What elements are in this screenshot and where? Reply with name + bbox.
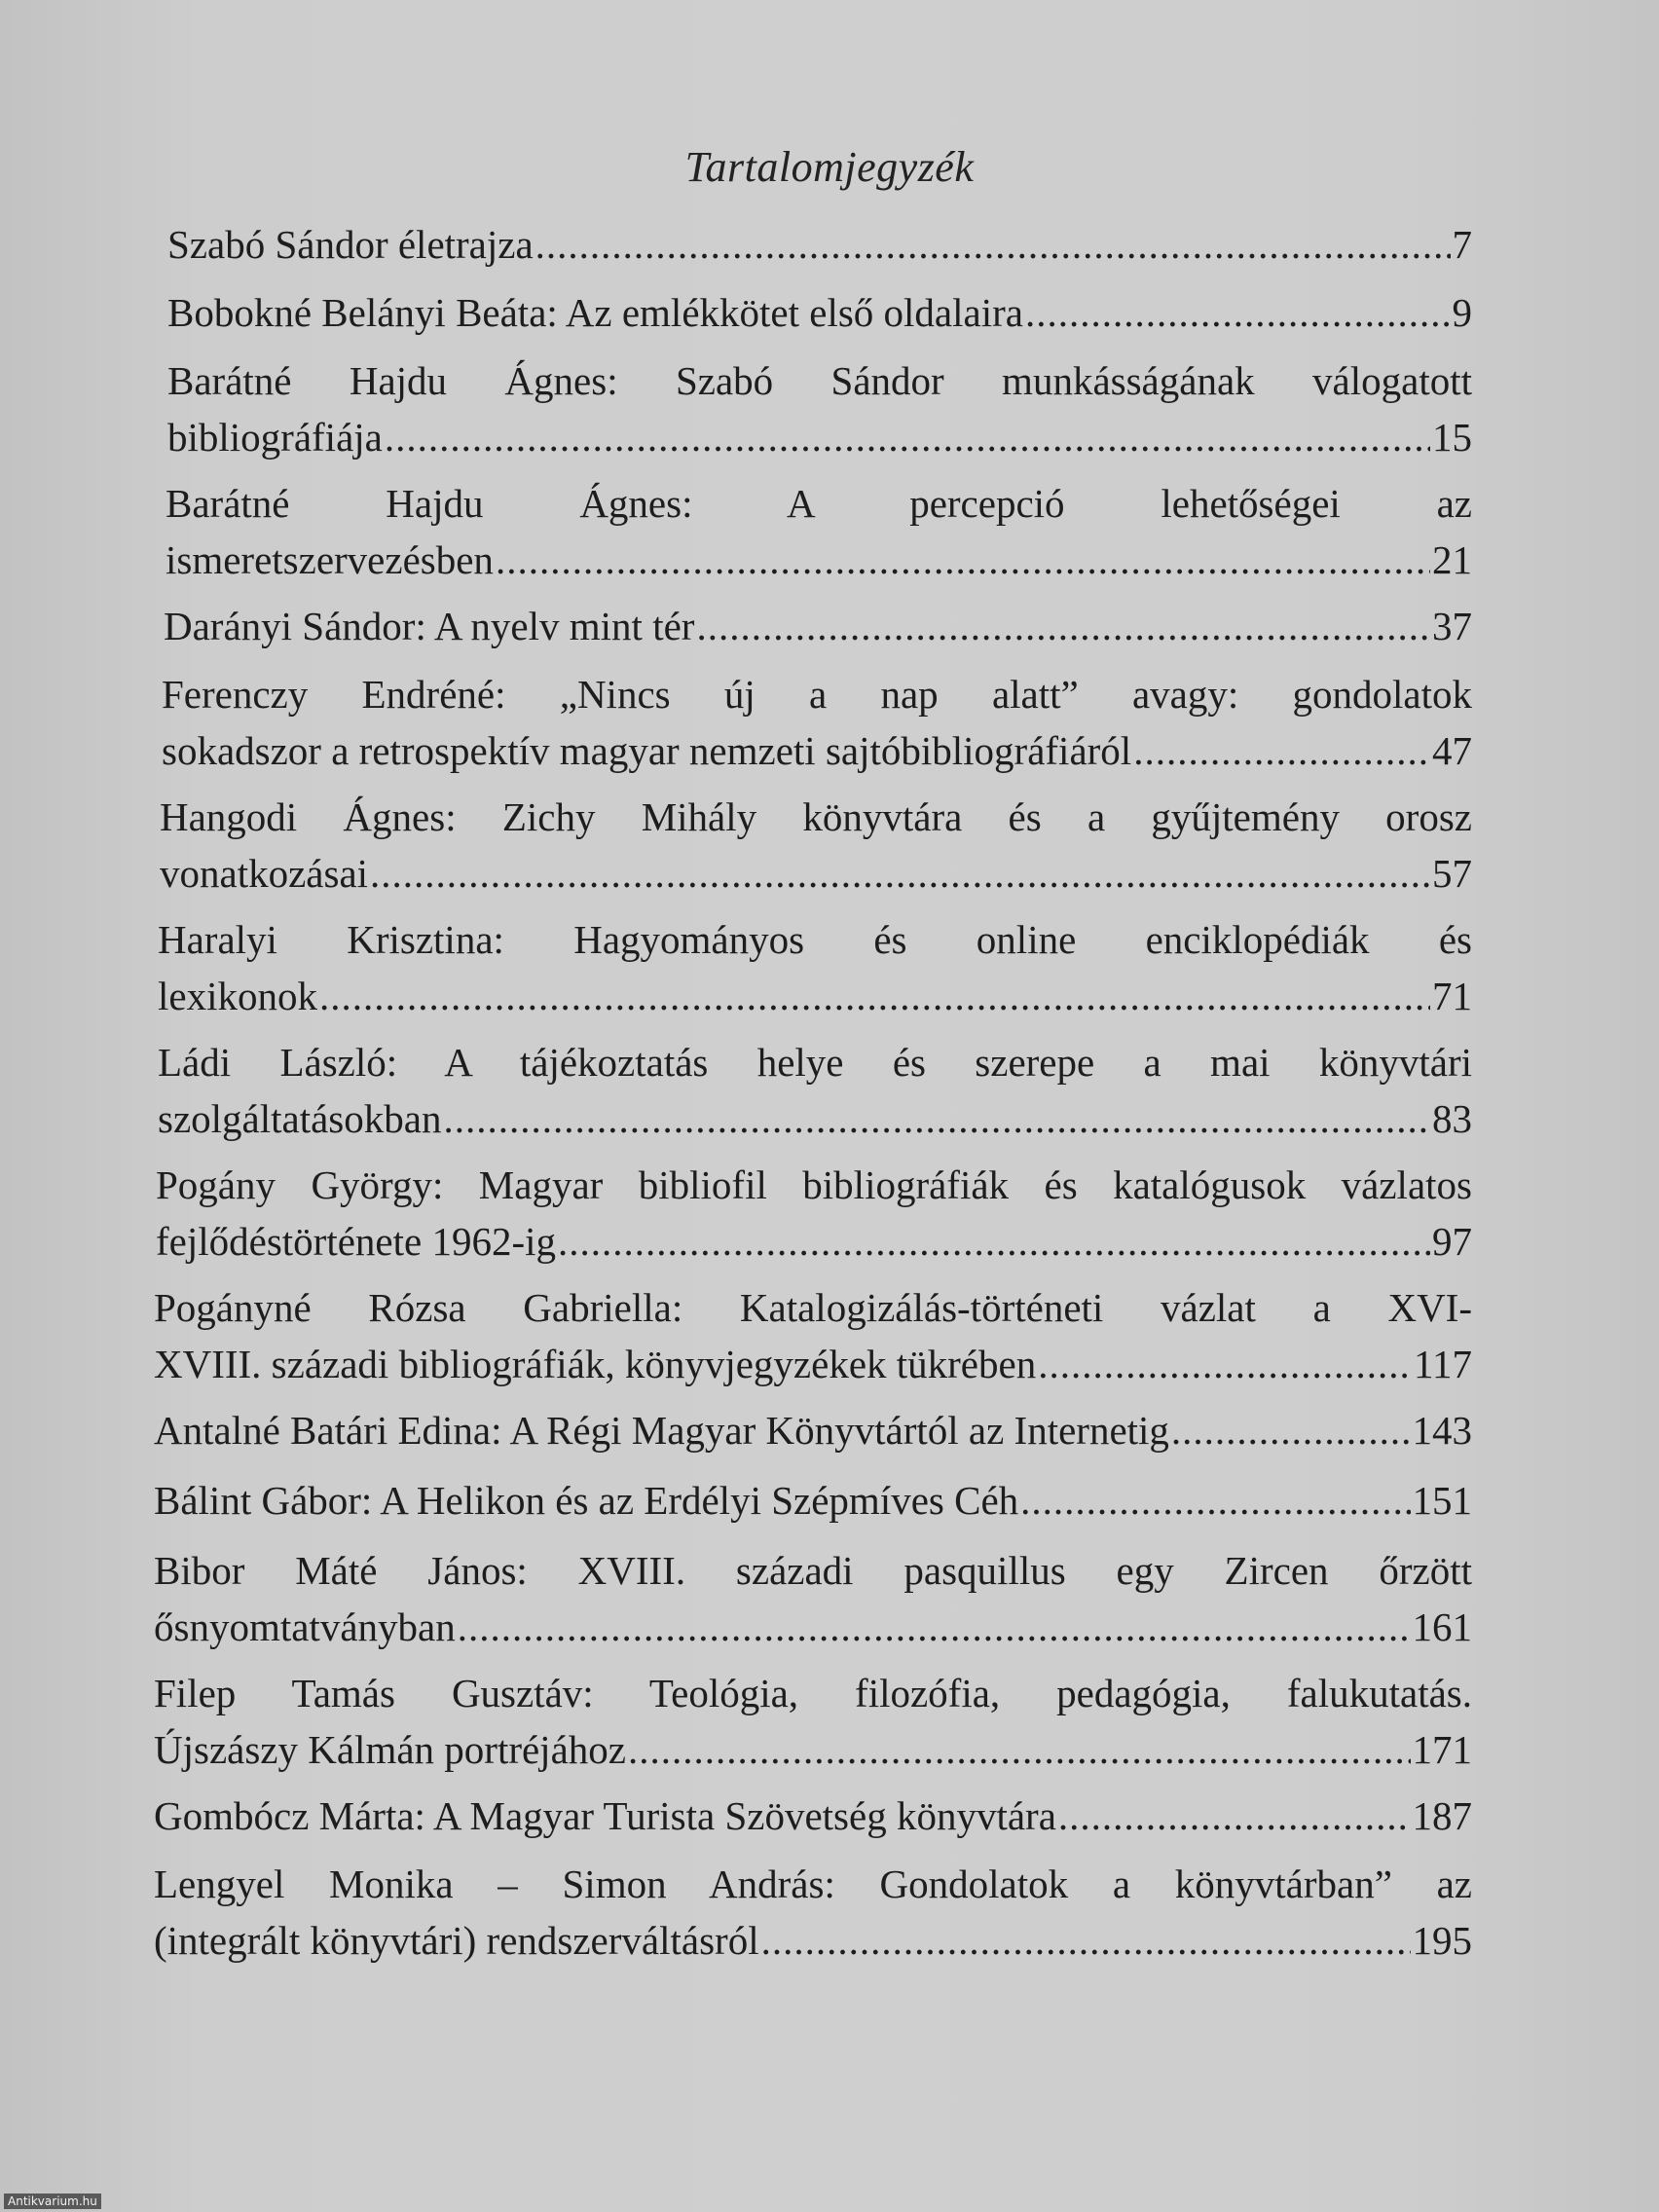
toc-entry-leader-line [154, 1721, 1472, 1778]
page-number: 117 [1414, 1342, 1472, 1386]
toc-entry-text: szolgáltatásokban [158, 1096, 442, 1141]
toc-entry-line: Barátné Hajdu Ágnes: Szabó Sándor munkásságának válogatott [167, 358, 1472, 403]
toc-entry-line: Pogány György: Magyar bibliofil bibliográfiák és katalógusok vázlatos [156, 1162, 1472, 1207]
dot-leader [458, 1599, 1411, 1655]
page-number: 37 [1432, 604, 1472, 648]
toc-entry-line: Bibor Máté János: XVIII. századi pasquillus egy Zircen őrzött [154, 1548, 1472, 1593]
toc-entry-line: Pogányné Rózsa Gabriella: Katalogizálás-történeti vázlat a XVI- [154, 1285, 1472, 1330]
toc-entry-leader-line [154, 1472, 1472, 1529]
dot-leader [443, 1090, 1430, 1147]
toc-entry-leader-line [154, 1599, 1472, 1655]
toc-entry-text: Szabó Sándor életrajza [167, 222, 534, 267]
toc-entry-line: Ládi László: A tájékoztatás helye és szerepe a mai könyvtári [158, 1040, 1472, 1085]
toc-entry-text: vonatkozásai [160, 851, 369, 896]
toc-entry [162, 666, 1472, 779]
toc-entry-text: ismeretszervezésben [166, 537, 494, 582]
toc-entry [164, 598, 1472, 654]
toc-entry-line: Filep Tamás Gusztáv: Teológia, filozófia, pedagógia, falukutatás. [154, 1671, 1472, 1715]
page-number: 21 [1432, 537, 1472, 582]
dot-leader [1025, 284, 1451, 341]
page-number: 161 [1412, 1604, 1472, 1649]
dot-leader [1038, 1336, 1412, 1392]
dot-leader [319, 968, 1430, 1024]
toc-entry-leader-line [167, 284, 1472, 341]
toc-entry [160, 789, 1472, 902]
dot-leader [761, 1912, 1411, 1969]
toc-entry-text: Antalné Batári Edina: A Régi Magyar Könyvtártól az Internetig [154, 1408, 1169, 1453]
dot-leader [370, 845, 1430, 902]
page-number: 57 [1432, 851, 1472, 896]
page-number: 83 [1432, 1096, 1472, 1141]
page-number: 7 [1452, 222, 1472, 267]
toc-entry-leader-line [164, 598, 1472, 654]
toc-entry-text: bibliográfiája [167, 415, 383, 460]
toc-entry [154, 1856, 1472, 1969]
dot-leader [1020, 1472, 1410, 1529]
toc-entry-text: Bobokné Belányi Beáta: Az emlékkötet első oldalaira [167, 290, 1023, 335]
toc-entry-text: lexikonok [158, 974, 317, 1018]
toc-entry-text: sokadszor a retrospektív magyar nemzeti sajtóbibliográfiáról [162, 728, 1132, 773]
toc-entry-line: Haralyi Krisztina: Hagyományos és online enciklopédiák és [158, 917, 1472, 962]
toc-entry-text: Darányi Sándor: A nyelv mint tér [164, 604, 695, 648]
toc-entry [166, 475, 1472, 588]
toc-entry-leader-line [156, 1213, 1472, 1270]
page-title: Tartalomjegyzék [684, 143, 975, 191]
toc-entry [167, 216, 1472, 273]
toc-entry-text: Bálint Gábor: A Helikon és az Erdélyi Szépmíves Céh [154, 1478, 1019, 1523]
toc-entry [154, 1788, 1472, 1844]
page-number: 171 [1412, 1727, 1472, 1772]
toc-entry-line: Hangodi Ágnes: Zichy Mihály könyvtára és a gyűjtemény orosz [160, 794, 1472, 839]
page-number: 195 [1412, 1918, 1472, 1963]
dot-leader [535, 216, 1451, 273]
toc-entry-text: XVIII. századi bibliográfiák, könyvjegyzékek tükrében [154, 1342, 1037, 1386]
toc-entry-leader-line [158, 968, 1472, 1024]
page-number: 151 [1412, 1478, 1472, 1523]
dot-leader [496, 532, 1430, 588]
toc-entry-line: Lengyel Monika – Simon András: Gondolatok a könyvtárban” az [154, 1862, 1472, 1906]
toc-entry [154, 1665, 1472, 1778]
toc-entry-leader-line [167, 216, 1472, 273]
toc-entry-text: Újszászy Kálmán portréjához [154, 1727, 626, 1772]
dot-leader [696, 598, 1430, 654]
dot-leader [628, 1721, 1411, 1778]
dot-leader [1133, 722, 1430, 779]
page-number: 71 [1432, 974, 1472, 1018]
toc-entry-text: fejlődéstörténete 1962-ig [156, 1219, 557, 1264]
toc-entry-leader-line [166, 532, 1472, 588]
toc-entry-leader-line [154, 1912, 1472, 1969]
toc-entry-leader-line [160, 845, 1472, 902]
toc-entry-leader-line [154, 1402, 1472, 1458]
toc-entry [156, 1157, 1472, 1270]
page-number: 143 [1412, 1408, 1472, 1453]
toc-entry [167, 284, 1472, 341]
toc-entry-line: Barátné Hajdu Ágnes: A percepció lehetőségei az [166, 481, 1472, 526]
toc-entry-leader-line [154, 1336, 1472, 1392]
page-number: 97 [1432, 1219, 1472, 1264]
dot-leader [1171, 1402, 1411, 1458]
watermark: Antikvarium.hu [4, 2194, 101, 2209]
dot-leader [1058, 1788, 1411, 1844]
toc-entry-text: (integrált könyvtári) rendszerváltásról [154, 1918, 759, 1963]
toc-entry-leader-line [154, 1788, 1472, 1844]
toc-entry [167, 352, 1472, 465]
toc-entry-leader-line [162, 722, 1472, 779]
toc-entry [154, 1472, 1472, 1529]
page-number: 9 [1452, 290, 1472, 335]
dot-leader [385, 409, 1430, 465]
toc-entry [154, 1279, 1472, 1392]
page-number: 47 [1432, 728, 1472, 773]
toc-entry [154, 1542, 1472, 1655]
dot-leader [558, 1213, 1430, 1270]
toc-entry-line: Ferenczy Endréné: „Nincs új a nap alatt” avagy: gondolatok [162, 672, 1472, 717]
toc-entry [158, 911, 1472, 1024]
toc-entry-text: ősnyomtatványban [154, 1604, 456, 1649]
toc-entry [158, 1034, 1472, 1147]
page-number: 15 [1432, 415, 1472, 460]
toc-entry-leader-line [167, 409, 1472, 465]
page-number: 187 [1412, 1793, 1472, 1838]
toc-entry-leader-line [158, 1090, 1472, 1147]
toc-entry-text: Gombócz Márta: A Magyar Turista Szövetség könyvtára [154, 1793, 1056, 1838]
toc-entry [154, 1402, 1472, 1458]
